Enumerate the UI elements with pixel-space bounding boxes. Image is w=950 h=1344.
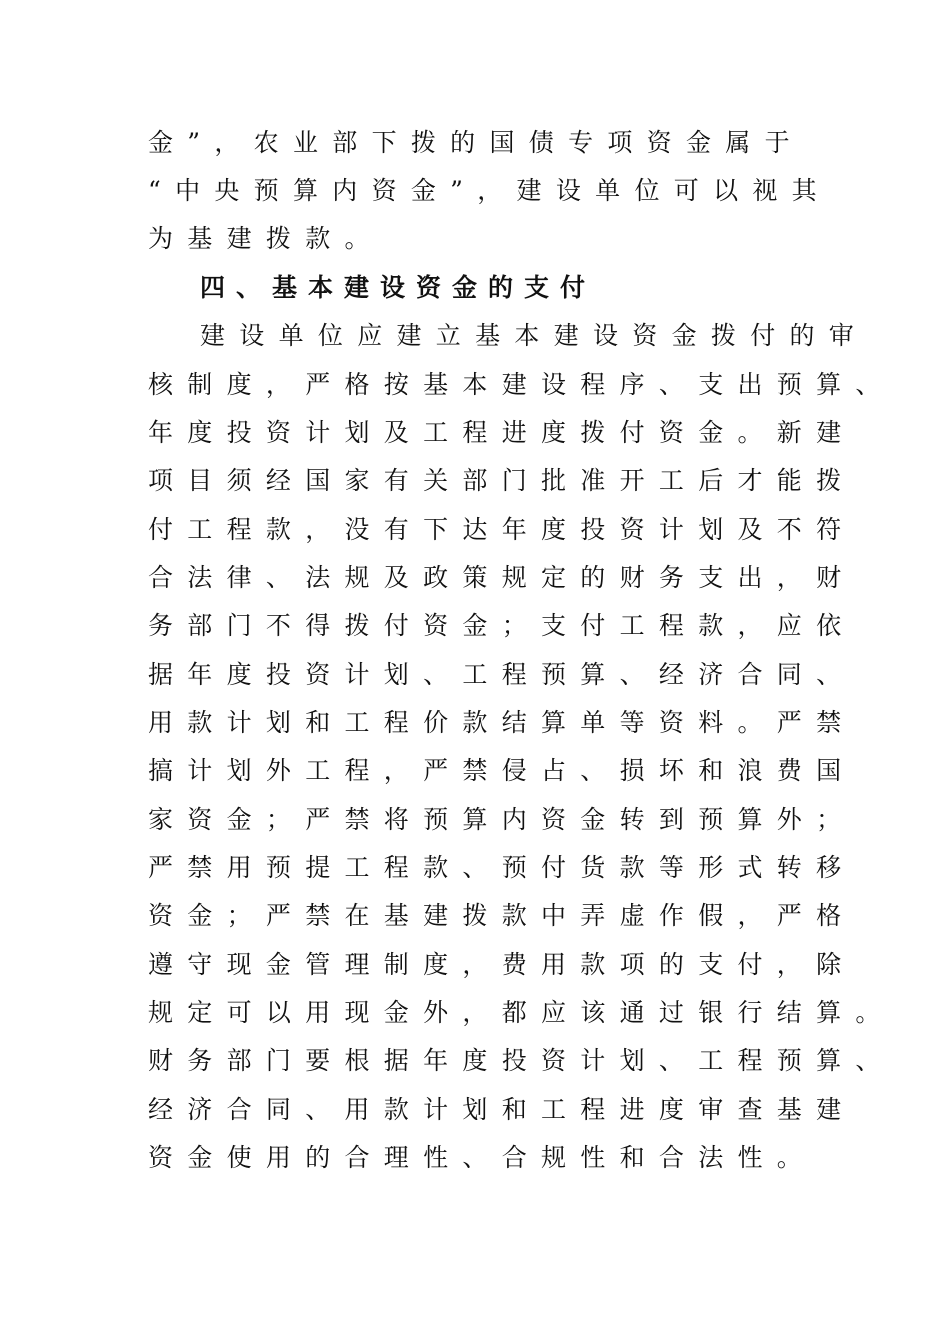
paragraph-line: 合法律、法规及政策规定的财务支出，财 bbox=[148, 563, 856, 592]
paragraph-line: 规定可以用现金外，都应该通过银行结算。 bbox=[148, 998, 895, 1027]
paragraph-line: 资金使用的合理性、合规性和合法性。 bbox=[148, 1143, 817, 1172]
paragraph-line: 搞计划外工程，严禁侵占、损坏和浪费国 bbox=[148, 756, 856, 785]
paragraph-line: 项目须经国家有关部门批准开工后才能拨 bbox=[148, 466, 856, 495]
paragraph-line: 建设单位应建立基本建设资金拨付的审 bbox=[200, 321, 869, 350]
paragraph-line: 核制度，严格按基本建设程序、支出预算、 bbox=[148, 370, 895, 399]
paragraph-line: 财务部门要根据年度投资计划、工程预算、 bbox=[148, 1046, 895, 1075]
paragraph-line: 经济合同、用款计划和工程进度审查基建 bbox=[148, 1095, 856, 1124]
paragraph-line: 遵守现金管理制度，费用款项的支付，除 bbox=[148, 950, 856, 979]
paragraph-line: 金”，农业部下拨的国债专项资金属于 bbox=[148, 128, 804, 157]
paragraph-line: 资金；严禁在基建拨款中弄虚作假，严格 bbox=[148, 901, 856, 930]
paragraph-line: 严禁用预提工程款、预付货款等形式转移 bbox=[148, 853, 856, 882]
paragraph-line: 年度投资计划及工程进度拨付资金。新建 bbox=[148, 418, 856, 447]
paragraph-line: 用款计划和工程价款结算单等资料。严禁 bbox=[148, 708, 856, 737]
paragraph-line: 据年度投资计划、工程预算、经济合同、 bbox=[148, 660, 856, 689]
paragraph-line: 付工程款，没有下达年度投资计划及不符 bbox=[148, 515, 856, 544]
section-heading: 四、基本建设资金的支付 bbox=[200, 273, 597, 302]
paragraph-line: 务部门不得拨付资金；支付工程款，应依 bbox=[148, 611, 856, 640]
paragraph-line: “中央预算内资金”，建设单位可以视其 bbox=[148, 176, 831, 205]
paragraph-line: 为基建拨款。 bbox=[148, 224, 384, 253]
paragraph-line: 家资金；严禁将预算内资金转到预算外； bbox=[148, 805, 856, 834]
